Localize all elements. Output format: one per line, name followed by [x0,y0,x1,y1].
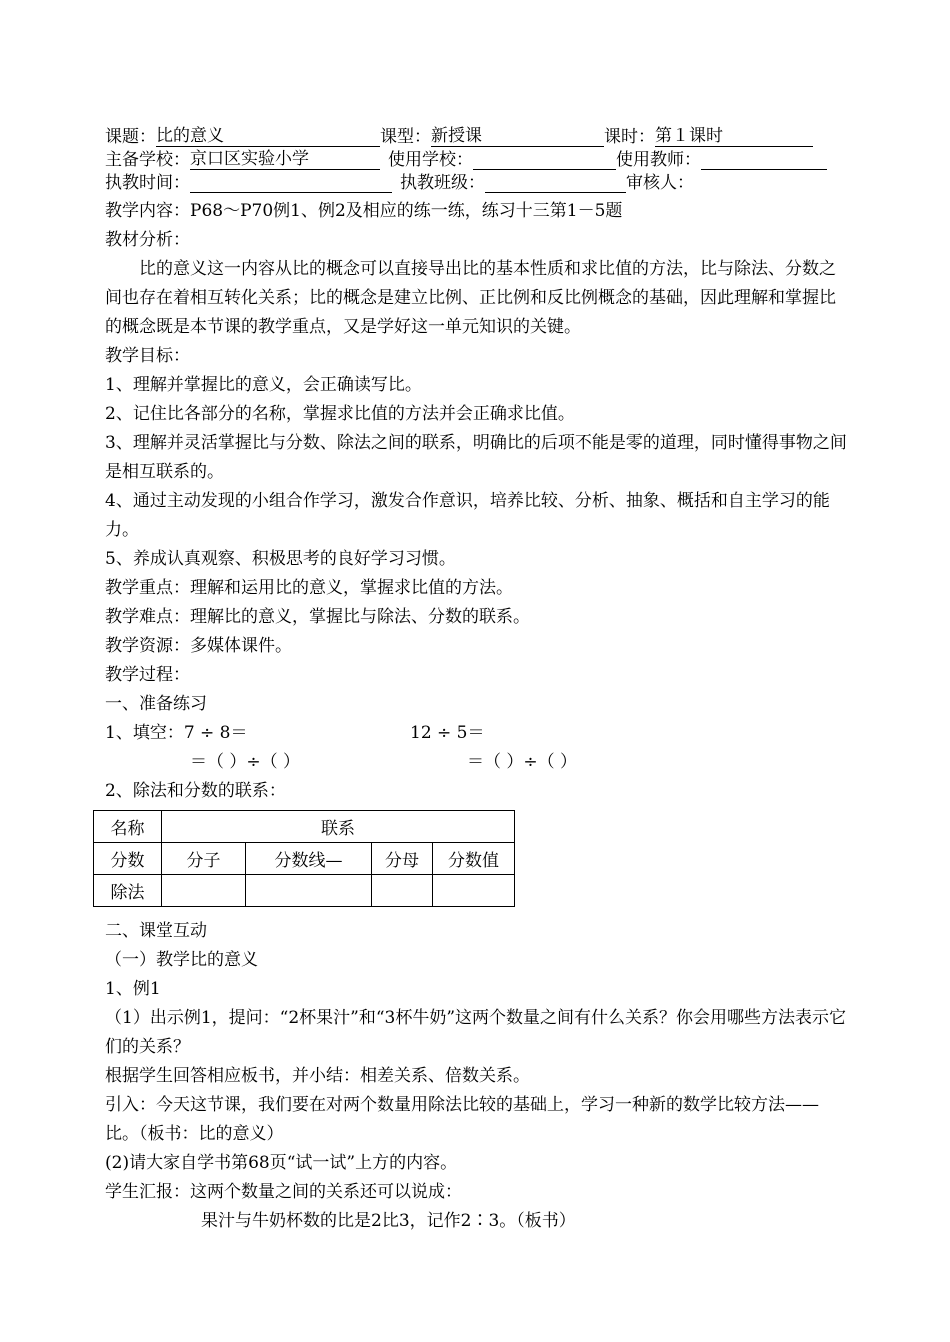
goals-title: 教学目标： [105,346,190,366]
school-value: 京口区实验小学 [190,150,380,170]
table-cell: 分数值 [433,843,515,875]
header-row-3 [105,170,850,193]
use-school-label: 使用学校： [388,150,473,170]
goal-item: 1、理解并掌握比的意义，会正确读写比。 [105,375,422,395]
teaching-content: 教学内容：P68～P70例1、例2及相应的练一练，练习十三第1－5题 [105,201,623,221]
fill-expression-2: 12 ÷ 5＝ [410,723,485,743]
table-cell: 分数 [94,843,162,875]
time-label: 执教时间： [105,173,190,193]
goal-item: 2、记住比各部分的名称，掌握求比值的方法并会正确求比值。 [105,404,575,424]
board-note: 果汁与牛奶杯数的比是2比3，记作2∶3。（板书） [201,1211,576,1231]
relation-table [93,810,515,907]
resources: 教学资源：多媒体课件。 [105,636,292,656]
lesson-plan-page [105,124,850,1236]
table-cell: 除法 [94,875,162,907]
goal-item: 3、理解并灵活掌握比与分数、除法之间的联系，明确比的后项不能是零的道理，同时懂得事物之间是相互联系的。 [105,433,847,482]
header-row-2 [105,147,850,170]
type-value: 新授课 [431,127,604,147]
teacher-field [701,150,827,170]
type-label: 课型： [380,127,431,147]
table-cell: 分母 [372,843,433,875]
period-value: 第１课时 [655,127,813,147]
step1: （1）出示例1，提问：“2杯果汁”和“3杯牛奶”这两个数量之间有什么关系？你会用哪些方法表示它们的关系？ [105,1008,847,1057]
table-cell: 分数线— [246,843,372,875]
time-field [190,173,392,193]
fill-blank-2: ＝（ ）÷（ ） [467,752,578,772]
section1-title: 一、准备练习 [105,694,207,714]
example1: 1、例1 [105,979,161,999]
student-report: 学生汇报：这两个数量之间的关系还可以说成： [105,1182,462,1202]
key-point: 教学重点：理解和运用比的意义，掌握求比值的方法。 [105,578,513,598]
relation-title: 2、除法和分数的联系： [105,781,286,801]
reviewer-label: 审核人： [626,173,694,193]
table-row [94,843,515,875]
section2-title: 二、课堂互动 [105,921,207,941]
table-row [94,875,515,907]
table-cell: 分子 [162,843,246,875]
fill-row-2 [105,748,850,777]
period-label: 课时： [604,127,655,147]
header-row-1 [105,124,850,147]
table-cell [246,875,372,907]
class-label: 执教班级： [400,173,485,193]
table-header-name: 名称 [94,811,162,843]
fill-label: 1、填空：7 ÷ 8＝ [105,723,248,743]
process-title: 教学过程： [105,665,190,685]
topic-value: 比的意义 [156,127,380,147]
intro: 引入：今天这节课，我们要在对两个数量用除法比较的基础上，学习一种新的数学比较方法——比。（板书：比的意义） [105,1095,819,1144]
teacher-label: 使用教师： [616,150,701,170]
table-cell [372,875,433,907]
analysis-text: 比的意义这一内容从比的概念可以直接导出比的基本性质和求比值的方法，比与除法、分数之间也存在着相互转化关系；比的概念是建立比例、正比例和反比例概念的基础，因此理解和掌握比的概念既是本节课的教学重点，又是学好这一单元知识的关键。 [105,259,836,337]
use-school-field [473,150,616,170]
school-label: 主备学校： [105,150,190,170]
goal-item: 4、通过主动发现的小组合作学习，激发合作意识，培养比较、分析、抽象、概括和自主学习的能力。 [105,491,830,540]
difficulty: 教学难点：理解比的意义，掌握比与除法、分数的联系。 [105,607,530,627]
topic-label: 课题： [105,127,156,147]
class-field [485,173,626,193]
table-row [94,811,515,843]
step2: (2)请大家自学书第68页“试一试”上方的内容。 [105,1153,458,1173]
table-cell [162,875,246,907]
table-cell [433,875,515,907]
fill-row-1 [105,719,850,748]
summary: 根据学生回答相应板书，并小结：相差关系、倍数关系。 [105,1066,530,1086]
fill-blank-1: ＝（ ）÷（ ） [190,752,301,772]
goal-item: 5、养成认真观察、积极思考的良好学习习惯。 [105,549,456,569]
table-header-relation: 联系 [162,811,515,843]
analysis-title: 教材分析： [105,230,190,250]
sub1-title: （一）教学比的意义 [105,950,258,970]
